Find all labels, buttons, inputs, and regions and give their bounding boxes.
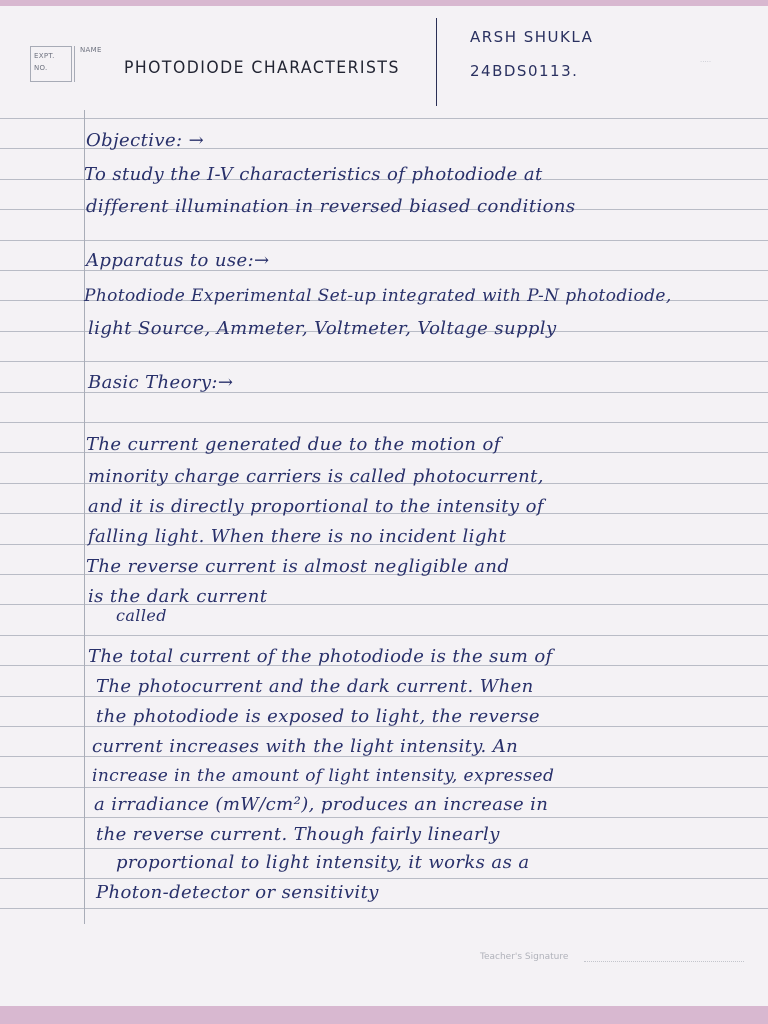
- ruled-line: [0, 422, 768, 423]
- apparatus-line-1: Photodiode Experimental Set-up integrated with P-N photodiode,: [84, 286, 672, 306]
- page-title: PHOTODIODE CHARACTERISTS: [124, 58, 400, 78]
- theory-p2-line-6: a irradiance (mW/cm²), produces an increase in: [94, 794, 549, 815]
- theory-p2-line-8: proportional to light intensity, it works as a: [116, 852, 530, 873]
- page-ghost-mark: ·····: [700, 58, 712, 66]
- no-label: NO.: [34, 64, 48, 72]
- objective-line-2: different illumination in reversed biased conditions: [86, 196, 576, 217]
- ruled-line: [0, 787, 768, 788]
- theory-p2-line-2: The photocurrent and the dark current. When: [96, 676, 534, 697]
- apparatus-heading: Apparatus to use:→: [86, 250, 270, 271]
- ruled-line: [0, 240, 768, 241]
- objective-line-1: To study the I-V characteristics of photodiode at: [84, 164, 543, 185]
- expt-label: EXPT.: [34, 52, 55, 60]
- theory-p1-line-1: The current generated due to the motion of: [86, 434, 501, 455]
- theory-heading: Basic Theory:→: [88, 372, 234, 393]
- theory-p1-line-4: falling light. When there is no incident light: [88, 526, 507, 547]
- theory-p2-line-5: increase in the amount of light intensity, expressed: [92, 766, 555, 786]
- theory-p2-line-7: the reverse current. Though fairly linearly: [96, 824, 500, 845]
- teachers-signature-line: [584, 961, 744, 962]
- ruled-line: [0, 848, 768, 849]
- theory-p1-line-2: minority charge carriers is called photocurrent,: [88, 466, 544, 487]
- notebook-page: [0, 6, 768, 1006]
- ruled-line: [0, 118, 768, 119]
- theory-p2-line-1: The total current of the photodiode is the sum of: [88, 646, 553, 667]
- ruled-line: [0, 908, 768, 909]
- theory-p2-line-4: current increases with the light intensity. An: [92, 736, 519, 757]
- theory-p1-insert: called: [116, 606, 167, 625]
- header-divider: [74, 46, 75, 82]
- theory-p1-line-3: and it is directly proportional to the intensity of: [88, 496, 544, 517]
- ruled-line: [0, 361, 768, 362]
- teachers-signature-label: Teacher's Signature: [480, 952, 569, 962]
- roll-number: 24BDS0113.: [470, 62, 579, 80]
- ruled-line: [0, 635, 768, 636]
- theory-p2-line-9: Photon-detector or sensitivity: [96, 882, 379, 903]
- margin-line: [84, 110, 85, 924]
- name-label: NAME: [80, 46, 102, 54]
- theory-p2-line-3: the photodiode is exposed to light, the reverse: [96, 706, 540, 727]
- author-name: ARSH SHUKLA: [470, 28, 594, 46]
- objective-heading: Objective: →: [86, 130, 205, 151]
- theory-p1-line-5: The reverse current is almost negligible and: [86, 556, 510, 577]
- apparatus-line-2: light Source, Ammeter, Voltmeter, Voltage supply: [88, 318, 557, 339]
- ruled-line: [0, 878, 768, 879]
- theory-p1-line-6: is the dark current: [88, 586, 268, 607]
- ruled-line: [0, 817, 768, 818]
